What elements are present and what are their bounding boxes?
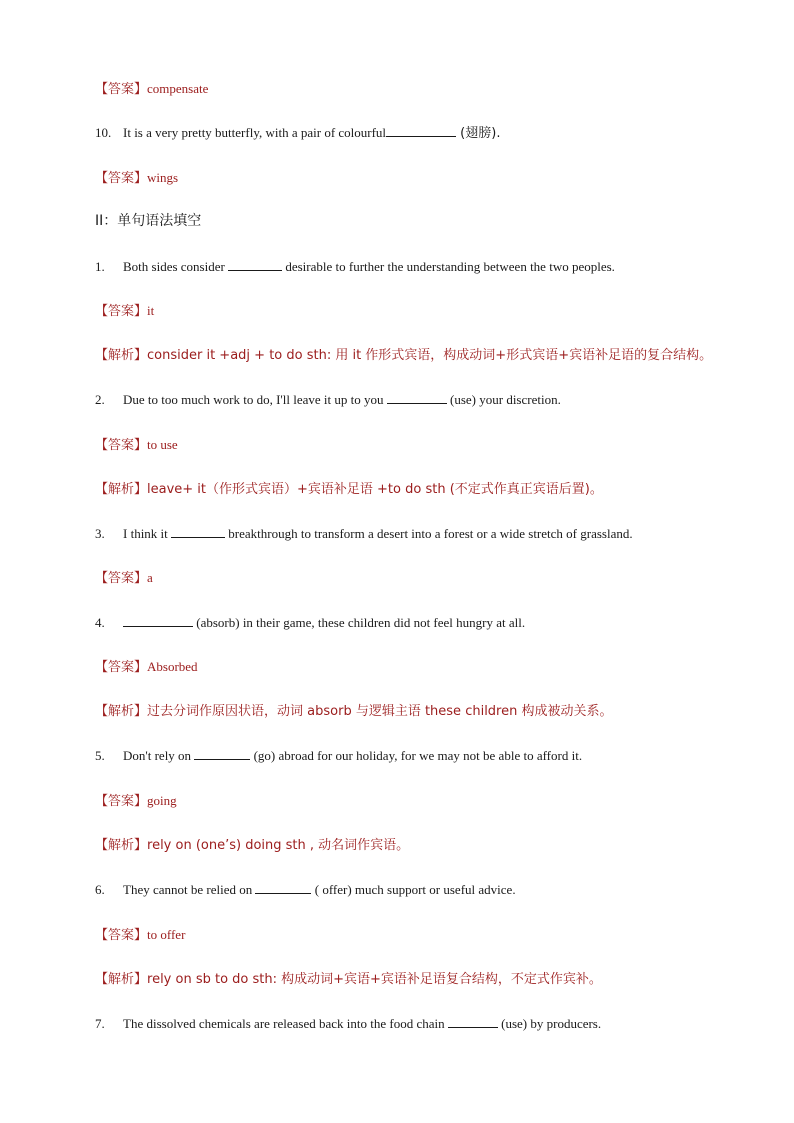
answer-text: a — [147, 570, 153, 585]
answer-label: 【答案】 — [95, 794, 148, 809]
blank-line — [123, 614, 193, 627]
question-text-end: (use) your discretion. — [446, 392, 561, 407]
analysis-line — [95, 836, 409, 855]
question-text-end: (翅膀). — [456, 126, 501, 141]
question-text: They cannot be relied on — [123, 882, 256, 897]
question-number: 3. — [95, 526, 105, 541]
answer-line — [95, 302, 154, 321]
answer-line — [95, 658, 198, 677]
question-text: I think it — [123, 526, 172, 541]
answer-label: 【答案】 — [95, 171, 148, 186]
question-number: 1. — [95, 259, 105, 274]
question-number: 5. — [95, 748, 105, 763]
answer-text: it — [147, 303, 155, 318]
question-text: Both sides consider — [123, 259, 229, 274]
question-text-end: (use) by producers. — [497, 1016, 602, 1031]
analysis-text: consider it +adj + to do sth: 用 it 作形式宾语，构成动词+形式宾语+宾语补足语的复合结构。 — [147, 348, 713, 363]
question-text-end: desirable to further the understanding between the two peoples. — [282, 259, 615, 274]
analysis-label: 【解析】 — [95, 704, 148, 719]
answer-text: Absorbed — [147, 659, 198, 674]
question-6 — [95, 881, 516, 899]
answer-text: compensate — [147, 81, 209, 96]
answer-label: 【答案】 — [95, 660, 148, 675]
analysis-line — [95, 970, 602, 989]
answer-line — [95, 569, 153, 588]
analysis-label: 【解析】 — [95, 482, 148, 497]
question-text-end: (go) abroad for our holiday, for we may not be able to afford it. — [250, 748, 583, 763]
question-1 — [95, 258, 615, 276]
blank-line — [448, 1015, 498, 1028]
analysis-text: rely on sb to do sth: 构成动词+宾语+宾语补足语复合结构，不定式作宾补。 — [147, 972, 602, 987]
answer-text: going — [147, 793, 177, 808]
question-number: 6. — [95, 882, 105, 897]
question-text: Don't rely on — [123, 748, 195, 763]
question-number: 10. — [95, 125, 112, 140]
answer-line — [95, 436, 178, 455]
question-4 — [95, 614, 525, 632]
blank-line — [386, 124, 456, 137]
question-7 — [95, 1015, 601, 1033]
blank-line — [228, 258, 282, 271]
analysis-line — [95, 346, 712, 365]
question-text: Due to too much work to do, I'll leave it up to you — [123, 392, 387, 407]
analysis-label: 【解析】 — [95, 972, 148, 987]
analysis-label: 【解析】 — [95, 838, 148, 853]
answer-text: wings — [147, 170, 179, 185]
question-10 — [95, 124, 500, 143]
answer-label: 【答案】 — [95, 438, 148, 453]
question-text: The dissolved chemicals are released back into the food chain — [123, 1016, 448, 1031]
answer-label: 【答案】 — [95, 571, 148, 586]
answer-line — [95, 80, 208, 99]
question-number: 4. — [95, 615, 105, 630]
question-number: 7. — [95, 1016, 105, 1031]
answer-line — [95, 169, 178, 188]
section-title: II：单句语法填空 — [95, 213, 202, 229]
answer-line — [95, 926, 185, 945]
analysis-line — [95, 480, 603, 499]
analysis-text: rely on (one’s) doing sth , 动名词作宾语。 — [147, 838, 410, 853]
blank-line — [255, 881, 311, 894]
question-text-end: (absorb) in their game, these children did not feel hungry at all. — [193, 615, 526, 630]
blank-line — [387, 391, 447, 404]
answer-label: 【答案】 — [95, 82, 148, 97]
blank-line — [194, 747, 250, 760]
question-text-end: ( offer) much support or useful advice. — [311, 882, 516, 897]
answer-label: 【答案】 — [95, 928, 148, 943]
question-text-end: breakthrough to transform a desert into a forest or a wide stretch of grassland. — [225, 526, 633, 541]
question-text: It is a very pretty butterfly, with a pair of colourful — [123, 125, 387, 140]
question-number: 2. — [95, 392, 105, 407]
analysis-text: leave+ it（作形式宾语）+宾语补足语 +to do sth (不定式作真正宾语后置)。 — [147, 482, 603, 497]
question-2 — [95, 391, 561, 409]
question-3 — [95, 525, 633, 543]
analysis-text: 过去分词作原因状语，动词 absorb 与逻辑主语 these children 构成被动关系。 — [147, 704, 613, 719]
question-5 — [95, 747, 582, 765]
answer-text: to use — [147, 437, 178, 452]
analysis-label: 【解析】 — [95, 348, 148, 363]
answer-label: 【答案】 — [95, 304, 148, 319]
analysis-line — [95, 702, 612, 721]
answer-line — [95, 792, 177, 811]
blank-line — [171, 525, 225, 538]
answer-text: to offer — [147, 927, 186, 942]
